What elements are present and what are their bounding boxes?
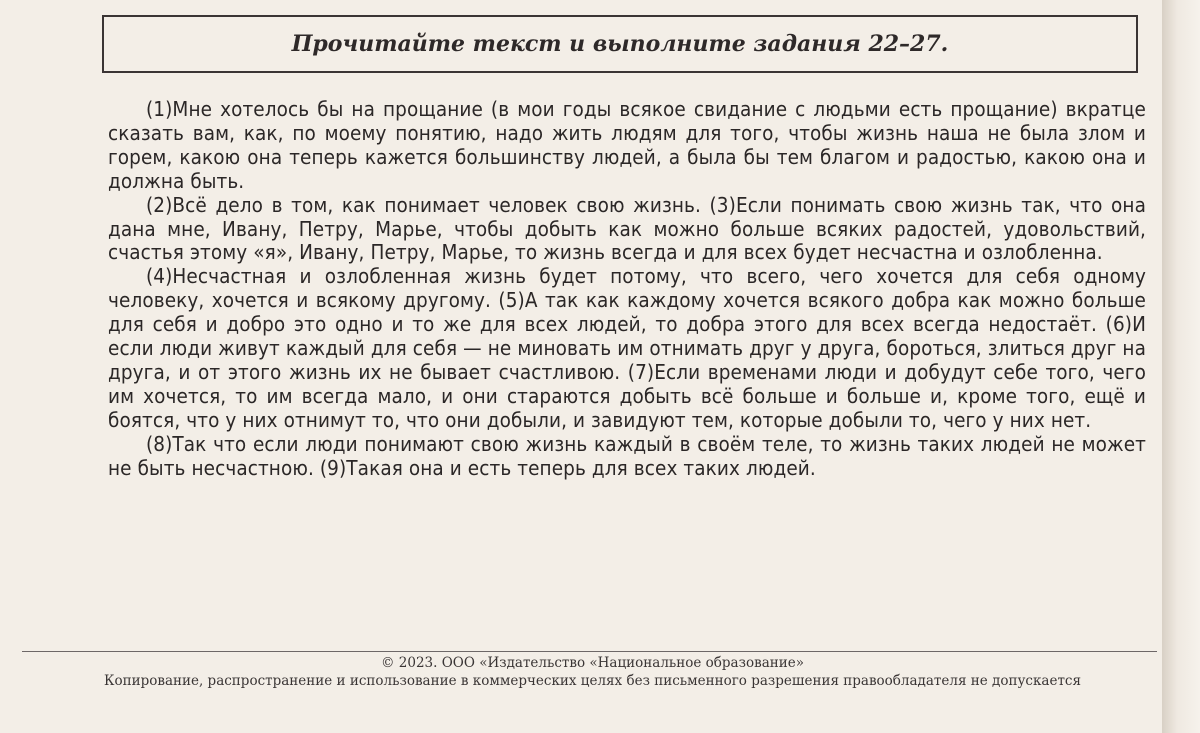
task-header-box (102, 15, 1138, 73)
footer-copyright: © 2023. ООО «Издательство «Национальное образование» (380, 655, 804, 671)
paragraph-4: (8)Так что если люди понимают свою жизнь каждый в своём теле, то жизнь таких людей не может не быть несчастною. (9)Такая она и есть теперь для всех таких людей. (108, 431, 1146, 480)
reading-text (108, 98, 1146, 481)
paragraph-3: (4)Несчастная и озлобленная жизнь будет потому, что всего, чего хочется для себя одному человеку, хочется и всякому другому. (5)А так как каждому хочется всякого добра как можно больше для себя и добро это одно и то же для всех людей, то добра этого для всех всегда недостаёт. (6)И если люди живут каждый для себя — не миновать им отнимать друг у друга, бороться, злиться друг на друга, и от этого жизнь их не бывает счастливою. (7)Если временами люди и добудут себе того, чего им хочется, то им всегда мало, и они стараются добыть всё больше и больше и, кроме того, ещё и боятся, что у них отнимут то, что они добыли, и завидуют тем, которые добыли то, чего у них нет. (108, 264, 1146, 432)
footer-divider (22, 651, 1157, 652)
page-edge (1162, 0, 1200, 733)
paragraph-2: (2)Всё дело в том, как понимает человек свою жизнь. (3)Если понимать свою жизнь так, что она дана мне, Ивану, Петру, Марье, чтобы добыть как можно больше всяких радостей, удовольствий, счастья этому «я», Ивану, Петру, Марье, то жизнь всегда и для всех будет несчастна и озлобленна. (108, 192, 1146, 265)
footer (30, 654, 1155, 690)
task-header-title: Прочитайте текст и выполните задания 22–27. (291, 31, 949, 57)
footer-notice: Копирование, распространение и использование в коммерческих целях без письменного разрешения правообладателя не допускается (104, 673, 1081, 689)
paragraph-1: (1)Мне хотелось бы на прощание (в мои годы всякое свидание с людьми есть прощание) вкратце сказать вам, как, по моему понятию, надо жить людям для того, чтобы жизнь наша не была злом и горем, какою она теперь кажется большинству людей, а была бы тем благом и радостью, какою она и должна быть. (108, 97, 1146, 193)
